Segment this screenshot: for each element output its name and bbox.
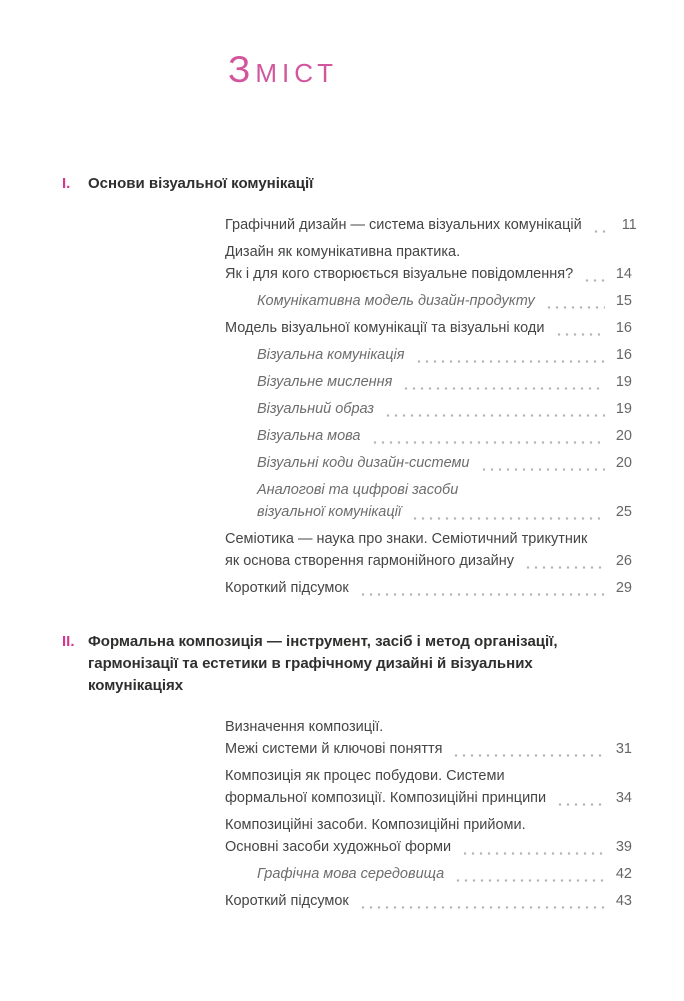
leader-dots — [452, 747, 605, 760]
entry-title-line: Основні засоби художньої форми — [225, 839, 452, 855]
entry-title-line: формальної композиції. Композиційні принципи — [225, 790, 547, 806]
leader-dots — [461, 845, 605, 858]
leader-dots — [524, 559, 605, 572]
entry-title-line: Модель візуальної комунікації та візуальні коди — [225, 320, 545, 336]
section-numeral: I. — [62, 175, 71, 192]
toc-sections — [0, 173, 637, 912]
entry-row — [257, 863, 632, 885]
entry-title-line: Семіотика — наука про знаки. Семіотичний трикутник — [225, 531, 588, 547]
toc-entry — [257, 479, 632, 523]
toc-page — [0, 50, 684, 1001]
entry-page-number: 43 — [615, 893, 632, 909]
entry-page-number: 42 — [615, 866, 632, 882]
section-entries — [225, 214, 637, 599]
section-entries — [225, 716, 632, 912]
entry-row — [225, 550, 632, 572]
entry-row — [257, 398, 632, 420]
entry-title-line: Графічний дизайн — система візуальних комунікацій — [225, 217, 582, 233]
entry-title-line: Комунікативна модель дизайн-продукту — [257, 293, 535, 309]
leader-dots — [411, 510, 605, 523]
toc-entry — [225, 577, 632, 599]
section-numeral: II. — [62, 633, 75, 650]
entry-row — [257, 501, 632, 523]
entry-page-number: 39 — [615, 839, 632, 855]
leader-dots — [359, 899, 605, 912]
entry-page-number: 16 — [615, 320, 632, 336]
entry-title-line: Графічна мова середовища — [257, 866, 445, 882]
leader-dots — [415, 353, 606, 366]
leader-dots — [384, 407, 605, 420]
leader-dots — [371, 434, 606, 447]
leader-dots — [556, 796, 605, 809]
leader-dots — [555, 326, 606, 339]
entry-page-number: 19 — [615, 401, 632, 417]
leader-dots — [454, 872, 605, 885]
entry-title-line: Композиційні засоби. Композиційні прийоми. — [225, 817, 526, 833]
entry-page-number: 25 — [615, 504, 632, 520]
entry-page-number: 20 — [615, 455, 632, 471]
toc-entry — [257, 452, 632, 474]
entry-row — [225, 836, 632, 858]
section-heading — [62, 631, 632, 697]
entry-page-number: 15 — [615, 293, 632, 309]
entry-title-line: Межі системи й ключові поняття — [225, 741, 443, 757]
entry-title-line: як основа створення гармонійного дизайну — [225, 553, 514, 569]
entry-title-line: Візуальна комунікація — [257, 347, 405, 363]
section-heading-line: гармонізації та естетики в графічному дизайні й візуальних комунікаціях — [88, 655, 533, 694]
entry-title-line: Дизайн як комунікативна практика. — [225, 244, 461, 260]
entry-page-number: 31 — [615, 741, 632, 757]
entry-row — [225, 787, 632, 809]
entry-title-line: Композиція як процес побудови. Системи — [225, 768, 505, 784]
toc-section — [0, 173, 637, 599]
leader-dots — [592, 223, 610, 236]
toc-entry — [257, 290, 632, 312]
toc-entry — [257, 863, 632, 885]
section-heading-text — [88, 631, 632, 697]
entry-page-number: 34 — [615, 790, 632, 806]
entry-row — [257, 452, 632, 474]
entry-title-line: Візуальне мислення — [257, 374, 393, 390]
entry-title-line: Візуальні коди дизайн-системи — [257, 455, 470, 471]
leader-dots — [359, 586, 605, 599]
entry-title-line: Визначення композиції. — [225, 719, 384, 735]
leader-dots — [480, 461, 606, 474]
toc-entry — [225, 890, 632, 912]
section-heading-text — [88, 173, 632, 195]
toc-entry — [257, 425, 632, 447]
entry-row — [257, 344, 632, 366]
toc-entry — [225, 716, 632, 760]
entry-row — [257, 425, 632, 447]
toc-section — [0, 631, 632, 912]
entry-page-number: 16 — [615, 347, 632, 363]
entry-row — [225, 263, 632, 285]
entry-title-line: Як і для кого створюється візуальне повідомлення? — [225, 266, 574, 282]
entry-title-line: візуальної комунікації — [257, 504, 402, 520]
section-heading-line: Основи візуальної комунікації — [88, 175, 314, 192]
entry-row — [225, 577, 632, 599]
section-heading — [62, 173, 632, 195]
leader-dots — [402, 380, 605, 393]
entry-title-line: Короткий підсумок — [225, 893, 349, 909]
toc-entry — [257, 344, 632, 366]
entry-row — [225, 738, 632, 760]
entry-title-line: Візуальна мова — [257, 428, 361, 444]
leader-dots — [583, 272, 605, 285]
toc-entry — [225, 317, 632, 339]
entry-page-number: 19 — [615, 374, 632, 390]
page-title: ЗМІСТ — [228, 49, 339, 90]
entry-title-line: Візуальний образ — [257, 401, 375, 417]
entry-page-number: 20 — [615, 428, 632, 444]
toc-entry — [225, 528, 632, 572]
entry-row — [225, 214, 637, 236]
entry-page-number: 11 — [621, 217, 637, 233]
entry-title-line: Короткий підсумок — [225, 580, 349, 596]
entry-page-number: 29 — [615, 580, 632, 596]
toc-entry — [257, 398, 632, 420]
toc-entry — [225, 241, 632, 285]
toc-entry — [225, 214, 637, 236]
entry-title-line: Аналогові та цифрові засоби — [257, 482, 459, 498]
leader-dots — [545, 299, 605, 312]
entry-row — [225, 890, 632, 912]
toc-entry — [225, 814, 632, 858]
entry-row — [225, 317, 632, 339]
toc-entry — [225, 765, 632, 809]
entry-row — [257, 290, 632, 312]
entry-page-number: 14 — [615, 266, 632, 282]
entry-row — [257, 371, 632, 393]
toc-entry — [257, 371, 632, 393]
section-heading-line: Формальна композиція — інструмент, засіб і метод організації, — [88, 633, 558, 650]
entry-page-number: 26 — [615, 553, 632, 569]
